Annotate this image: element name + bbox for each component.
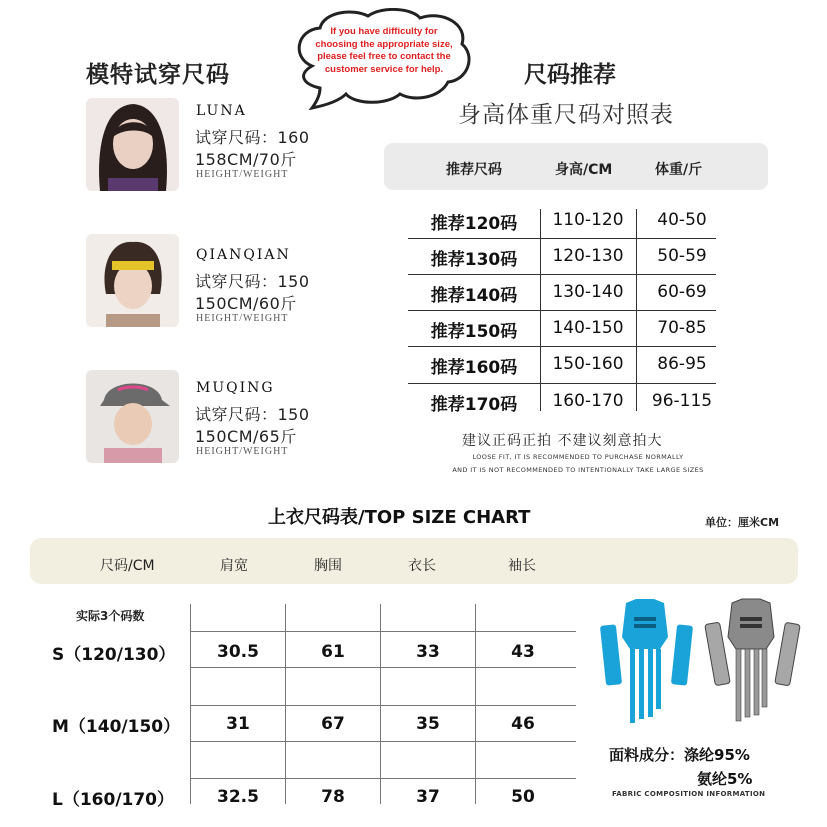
table-row: [408, 275, 716, 311]
sleeve-value: 46: [511, 714, 535, 734]
shoulder-value: 30.5: [217, 642, 259, 662]
fabric-line-2: 氨纶5%: [697, 770, 753, 788]
actual-sizes-note: 实际3个码数: [76, 609, 145, 623]
model-hw-label: HEIGHT/WEIGHT: [196, 169, 289, 180]
header-height: 身高/CM: [555, 162, 613, 178]
divider: [190, 604, 191, 804]
divider: [285, 604, 286, 804]
shoulder-value: 31: [226, 714, 250, 734]
header-size: 尺码/CM: [100, 558, 155, 574]
header-weight: 体重/斤: [655, 162, 703, 178]
divider: [475, 604, 476, 804]
models-title: 模特试穿尺码: [86, 62, 230, 88]
table-row: [408, 239, 716, 275]
product-image: [598, 597, 803, 727]
length-value: 33: [416, 642, 440, 662]
model-stats: 158CM/70斤: [195, 150, 297, 169]
chest-value: 78: [321, 787, 345, 807]
header-length: 衣长: [408, 558, 436, 574]
support-message: If you have difficulty for choosing the appropriate size, please feel free to contact the customer service for help.: [315, 26, 453, 75]
divider: [408, 383, 716, 384]
model-name: QIANQIAN: [196, 247, 291, 263]
divider: [408, 238, 716, 239]
rec-weight: 40-50: [657, 210, 707, 230]
header-shoulder: 肩宽: [220, 558, 248, 574]
model-hw-label: HEIGHT/WEIGHT: [196, 313, 289, 324]
rec-size: 推荐140码: [430, 286, 518, 306]
rec-size: 推荐160码: [430, 358, 518, 378]
model-name: LUNA: [196, 103, 247, 119]
divider: [190, 741, 576, 742]
rec-weight: 86-95: [657, 354, 707, 374]
model-hw-label: HEIGHT/WEIGHT: [196, 446, 289, 457]
shoulder-value: 32.5: [217, 787, 259, 807]
divider: [190, 705, 576, 706]
model-stats: 150CM/65斤: [195, 427, 297, 446]
rec-size: 推荐120码: [430, 214, 518, 234]
header-chest: 胸围: [314, 558, 342, 574]
chest-value: 67: [321, 714, 345, 734]
advice-en-1: LOOSE FIT, IT IS RECOMMENDED TO PURCHASE NORMALLY: [472, 453, 684, 461]
table-row: [408, 347, 716, 383]
rec-height: 160-170: [552, 391, 624, 411]
advice-en-2: AND IT IS NOT RECOMMENDED TO INTENTIONALLY TAKE LARGE SIZES: [452, 466, 704, 474]
size-label: S（120/130）: [52, 645, 176, 665]
model-photo-muqing: [86, 370, 179, 463]
rec-height: 110-120: [552, 210, 624, 230]
table-row: [408, 311, 716, 347]
rec-size: 推荐130码: [430, 250, 518, 270]
header-sleeve: 袖长: [508, 558, 536, 574]
rec-weight: 96-115: [651, 391, 713, 411]
length-value: 35: [416, 714, 440, 734]
top-chart-header: [30, 538, 798, 584]
rec-height: 120-130: [552, 246, 624, 266]
fabric-line-1: 面料成分：涤纶95%: [609, 746, 750, 764]
table-row: [408, 203, 716, 239]
rec-weight: 70-85: [657, 318, 707, 338]
divider: [540, 209, 541, 411]
size-label: L（160/170）: [52, 790, 175, 810]
divider: [190, 631, 576, 632]
rec-size: 推荐150码: [430, 322, 518, 342]
model-photo-luna: [86, 98, 179, 191]
divider: [408, 274, 716, 275]
fabric-en: FABRIC COMPOSITION INFORMATION: [612, 790, 766, 798]
divider: [380, 604, 381, 804]
model-stats: 150CM/60斤: [195, 294, 297, 313]
advice-text: 建议正码正拍 不建议刻意拍大: [462, 433, 663, 449]
divider: [408, 346, 716, 347]
header-size: 推荐尺码: [446, 162, 502, 178]
divider: [636, 209, 637, 411]
recommend-table-header: [384, 143, 768, 190]
rec-height: 130-140: [552, 282, 624, 302]
sleeve-value: 43: [511, 642, 535, 662]
length-value: 37: [416, 787, 440, 807]
top-chart-title: 上衣尺码表/TOP SIZE CHART: [268, 507, 531, 528]
unit-label: 单位：厘米CM: [705, 516, 780, 529]
model-try-size: 试穿尺码：150: [195, 272, 310, 291]
divider: [190, 778, 576, 779]
recommend-title: 尺码推荐: [524, 62, 616, 88]
model-try-size: 试穿尺码：150: [195, 405, 310, 424]
model-try-size: 试穿尺码：160: [195, 128, 310, 147]
rec-height: 150-160: [552, 354, 624, 374]
table-row: [408, 384, 716, 420]
sleeve-value: 50: [511, 787, 535, 807]
size-label: M（140/150）: [52, 717, 181, 737]
divider: [408, 310, 716, 311]
chest-value: 61: [321, 642, 345, 662]
model-photo-qianqian: [86, 234, 179, 327]
rec-weight: 60-69: [657, 282, 707, 302]
rec-size: 推荐170码: [430, 395, 518, 415]
recommend-subtitle: 身高体重尺码对照表: [458, 102, 674, 128]
rec-height: 140-150: [552, 318, 624, 338]
rec-weight: 50-59: [657, 246, 707, 266]
divider: [190, 667, 576, 668]
model-name: MUQING: [196, 380, 275, 396]
